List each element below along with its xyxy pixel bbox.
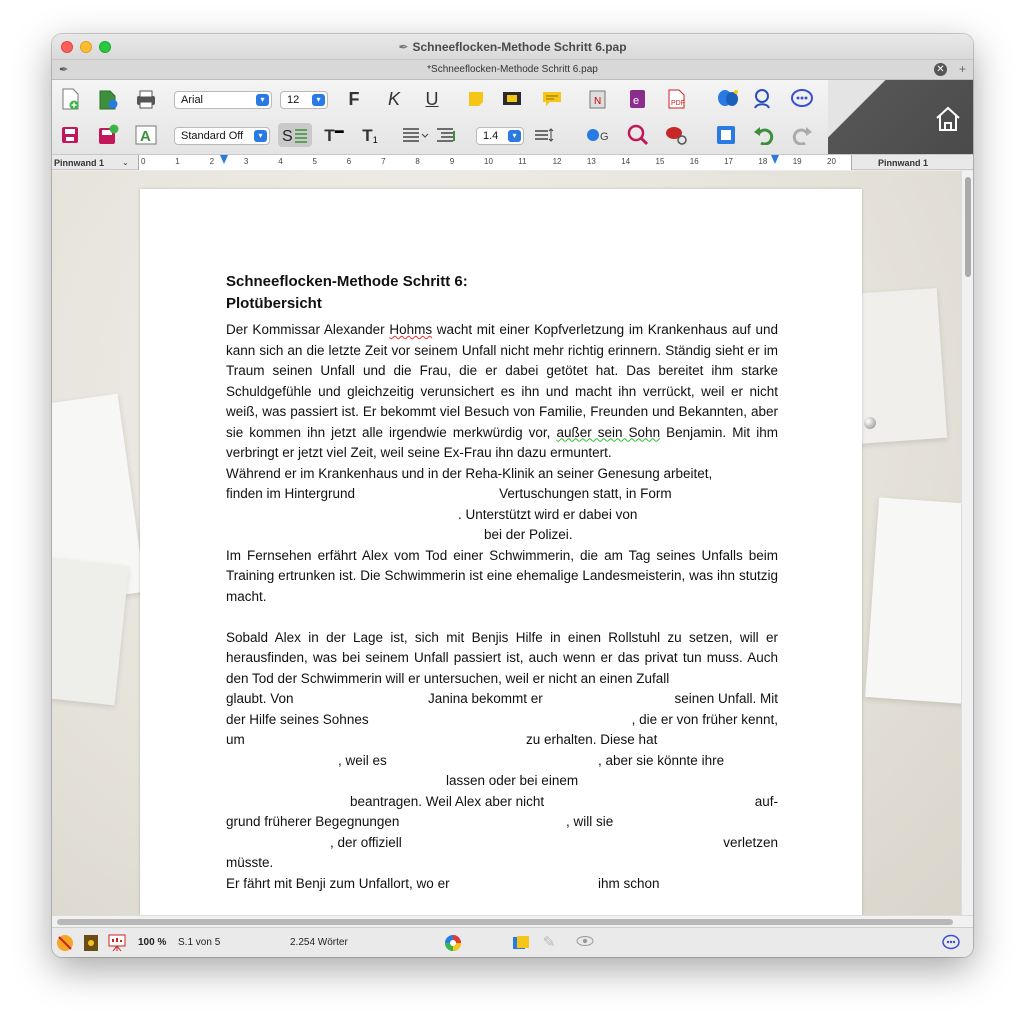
quill-icon: ✒	[398, 40, 409, 54]
document-heading: Schneeflocken-Methode Schritt 6:	[226, 273, 468, 290]
zoom-level[interactable]: 100 %	[138, 937, 167, 948]
document-tab-bar	[52, 60, 973, 80]
idea-bubble-icon[interactable]	[942, 934, 960, 952]
text-line: lassen oder bei einem	[446, 773, 579, 788]
notes-icon[interactable]	[586, 87, 610, 111]
close-tab-button[interactable]: ✕	[934, 63, 947, 76]
line-spacing-select[interactable]: 1.4 ▾	[476, 127, 524, 145]
text-style-icon[interactable]	[134, 123, 158, 147]
spellcheck-icon[interactable]	[586, 123, 610, 147]
svg-text:G: G	[600, 131, 609, 143]
decorative-photo	[52, 557, 129, 706]
toolbar-row-2	[52, 117, 832, 153]
save-icon[interactable]	[58, 123, 82, 147]
svg-text:N: N	[594, 96, 602, 107]
spelling-error-word[interactable]: Hohms	[389, 322, 433, 337]
focus-mode-icon[interactable]	[82, 934, 100, 952]
superscript-button[interactable]: T ▬	[324, 124, 344, 145]
app-window	[52, 34, 973, 957]
home-panel	[828, 80, 973, 154]
ruler-tick-label: 17	[724, 157, 733, 166]
undo-icon[interactable]	[752, 123, 776, 147]
ruler-tick-label: 7	[381, 157, 386, 166]
theater-masks-icon[interactable]	[716, 87, 740, 111]
pinboard-left-label[interactable]: Pinnwand 1	[54, 158, 105, 168]
text-line: grund früherer Begegnungen , will sie	[226, 814, 614, 829]
vertical-scroll-thumb[interactable]	[965, 177, 971, 277]
ruler-tick-label: 8	[415, 157, 420, 166]
ruler-tick-label: 3	[243, 157, 249, 166]
open-template-icon[interactable]	[96, 87, 120, 111]
ruler-tick-label: 15	[655, 157, 665, 166]
app-quill-icon: ✒	[59, 64, 69, 76]
paragraph-3: Im Fernsehen erfährt Alex vom Tod einer Schwimmerin, die am Tag seines Unfalls beim Training ertrunken ist. Die Schwimmerin ist eine ehemalige Landesmeisterin, was ihn stutzig macht.	[226, 547, 778, 604]
pinboard-background	[52, 171, 961, 915]
comment-icon[interactable]	[540, 87, 564, 111]
vertical-scrollbar[interactable]	[961, 171, 973, 915]
style-format-icon[interactable]	[278, 123, 312, 147]
document-content[interactable]	[226, 271, 778, 894]
text-analysis-icon[interactable]	[664, 123, 688, 147]
toolbar	[52, 80, 973, 154]
ebook-export-icon[interactable]	[626, 87, 650, 111]
ruler-tick-label: 6	[346, 157, 352, 166]
empty-line	[226, 607, 778, 628]
svg-text:e: e	[633, 95, 640, 107]
horizontal-scroll-thumb[interactable]	[57, 919, 953, 925]
book-info-icon[interactable]	[512, 934, 530, 952]
no-distraction-icon[interactable]	[56, 934, 74, 952]
ruler-tick-label: 14	[621, 157, 631, 166]
page-layout-icon[interactable]	[714, 123, 738, 147]
ruler-tick-label: 12	[552, 157, 562, 166]
ruler-tick-label: 18	[758, 157, 768, 166]
ruler-tick-label: 9	[449, 157, 455, 166]
text-line: beantragen. Weil Alex aber nicht auf-	[350, 793, 778, 809]
window-title: ✒ Schneeflocken-Methode Schritt 6.pap	[398, 40, 627, 54]
indent-icon[interactable]	[434, 123, 458, 147]
decorative-paper	[865, 497, 961, 704]
ruler-tick-label: 0	[141, 157, 146, 166]
font-name-select[interactable]: Arial ▾	[174, 91, 272, 109]
chevron-down-icon: ▾	[256, 94, 269, 106]
ruler-tick-label: 2	[209, 157, 215, 166]
search-text-icon[interactable]	[626, 123, 650, 147]
svg-text:PDF: PDF	[671, 100, 685, 107]
ruler	[52, 154, 973, 170]
ruler-tick-label: 5	[312, 157, 317, 166]
document-page[interactable]	[140, 189, 862, 915]
chevron-down-icon[interactable]: ⌄	[122, 158, 129, 167]
new-document-icon[interactable]	[58, 87, 82, 111]
ruler-track[interactable]	[138, 155, 852, 170]
paragraph-4: Sobald Alex in der Lage ist, sich mit Benjis Hilfe in einen Rollstuhl zu setzen, will er herausfinden, was bei seinem Unfall passiert ist, auch wenn er das privat tun muss. Auch den Tod der Schwimmerin will er untersuchen, weil er nicht an einen Zufall glaubt. Von Janina bekommt er seinen Unfall. Mit der Hilfe seines Sohnes , die er von früher kennt, um zu erhalten. Diese hat , weil es , aber sie könnte ihre lassen oder bei einem beantragen. Weil Alex aber nicht auf- grund früherer Begegnungen , will sie , der offiziell verletzen müsste.	[226, 629, 778, 870]
paragraph-1: Der Kommissar Alexander Hohms wacht mit einer Kopfverletzung im Krankenhaus auf und kann sich an die letzte Zeit vor seinem Unfall nicht mehr richtig erinnern. Ständig sieht er im Traum seinen Unfall und die Frau, die er dabei getötet hat. Das bereitet ihm starke Schuldgefühle und gleichzeitig verunsichert es ihn und macht ihn verrückt, weil er nicht weiß, was passiert ist. Er bekommt viel Besuch von Familie, Freunden und Bekannten, aber sie kommen ihn jetzt alle irgendwie merkwürdig vor, außer sein Sohn Benjamin. Mit ihm verbringt er jetzt viel Zeit, weil seine Ex-Frau ihn dazu ermuntert.	[226, 322, 779, 460]
text-line: um zu erhalten. Diese hat	[226, 732, 658, 747]
ruler-tick-label: 11	[518, 157, 527, 166]
pen-icon: ✎	[542, 934, 556, 951]
font-size-select[interactable]: 12 ▾	[280, 91, 328, 109]
chevron-down-icon: ▾	[508, 130, 521, 142]
ruler-tick-label: 19	[792, 157, 802, 166]
paragraph-2: Während er im Krankenhaus und in der Reha-Klinik an seiner Genesung arbeitet, finden im Hintergrund Vertuschungen statt, in Form . Unterstützt wird er dabei von bei der Polizei.	[226, 464, 778, 546]
italic-button[interactable]: K	[387, 89, 400, 109]
left-indent-marker[interactable]	[220, 155, 228, 164]
redo-icon[interactable]	[790, 123, 814, 147]
ruler-tick-label: 4	[278, 157, 283, 166]
idea-bubble-icon[interactable]	[790, 87, 814, 111]
horizontal-scrollbar[interactable]	[52, 915, 973, 927]
title-bar	[52, 34, 973, 60]
add-tab-button[interactable]: +	[958, 62, 966, 76]
ruler-tick-label: 1	[175, 157, 180, 166]
svg-text:S: S	[282, 128, 293, 145]
save-as-icon[interactable]	[96, 123, 120, 147]
bold-button[interactable]: F	[348, 89, 360, 109]
ruler-tick-label: 16	[689, 157, 699, 166]
page-indicator: S.1 von 5	[178, 937, 221, 948]
pushpin-icon	[864, 417, 876, 429]
text-line: glaubt. Von Janina bekommt er seinen Unfall. Mit	[226, 691, 778, 706]
pdf-export-icon[interactable]	[664, 87, 688, 111]
text-line: der Hilfe seines Sohnes , die er von früher kennt,	[226, 711, 778, 727]
print-icon[interactable]	[134, 87, 158, 111]
underline-button[interactable]: U	[425, 89, 439, 109]
right-indent-marker[interactable]	[771, 155, 779, 164]
ruler-tick-label: 13	[586, 157, 596, 166]
chevron-down-icon: ▾	[312, 94, 325, 106]
ruler-tick-label: 10	[484, 157, 493, 166]
pinboard-right-label[interactable]: Pinnwand 1	[878, 158, 929, 168]
markup-icon[interactable]	[500, 87, 524, 111]
paragraph-style-select[interactable]: Standard Off ▾	[174, 127, 270, 145]
sticky-note-icon[interactable]	[464, 87, 488, 111]
document-subheading: Plotübersicht	[226, 295, 322, 312]
subscript-button[interactable]: T 1	[362, 125, 378, 145]
chevron-down-icon: ▾	[254, 130, 267, 142]
paragraph-spacing-icon[interactable]	[532, 123, 556, 147]
color-wheel-icon[interactable]	[444, 934, 462, 952]
eye-icon[interactable]	[576, 934, 594, 952]
text-line: finden im Hintergrund Vertuschungen statt, in Form	[226, 486, 672, 501]
list-format-icon[interactable]	[400, 123, 430, 147]
paragraph-5: Er fährt mit Benji zum Unfallort, wo er ihm schon	[226, 875, 660, 891]
text-line: , weil es , aber sie könnte ihre	[338, 752, 725, 768]
toolbar-row-1	[52, 81, 832, 117]
document-tab[interactable]: *Schneeflocken-Methode Schritt 6.pap	[427, 64, 598, 75]
status-bar	[52, 927, 973, 957]
grammar-hint-phrase[interactable]: außer sein Sohn	[556, 424, 661, 440]
text-line: , der offiziell verletzen	[330, 834, 778, 850]
presentation-icon[interactable]	[108, 934, 126, 952]
ruler-tick-label: 20	[827, 157, 836, 166]
word-count[interactable]: 2.254 Wörter	[290, 937, 348, 948]
character-timer-icon[interactable]	[752, 87, 776, 111]
svg-text:A: A	[140, 128, 151, 145]
home-icon[interactable]	[933, 104, 963, 134]
